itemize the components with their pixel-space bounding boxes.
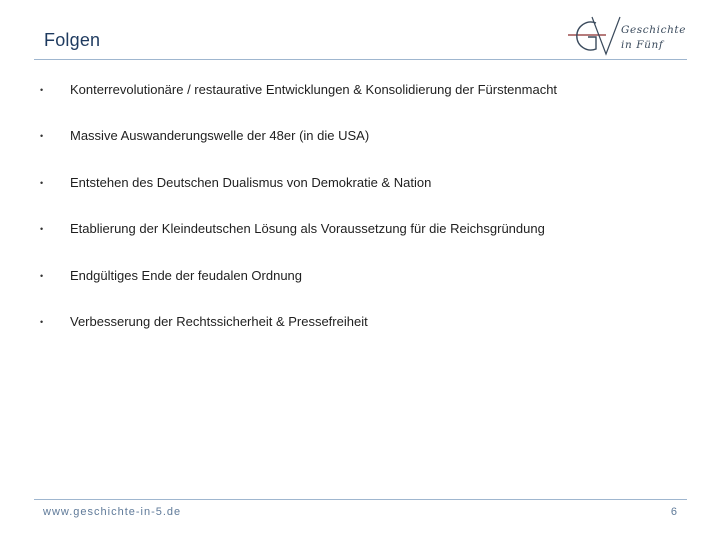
bullet-text: Verbesserung der Rechtssicherheit & Pressefreiheit <box>70 313 368 329</box>
logo-text-line1: Geschichte <box>621 24 687 36</box>
slide-title: Folgen <box>44 30 101 50</box>
bullet-marker: • <box>40 85 44 95</box>
title-divider <box>34 59 687 60</box>
bullet-text: Konterrevolutionäre / restaurative Entwicklungen & Konsolidierung der Fürstenmacht <box>70 82 558 97</box>
bullet-item <box>40 217 690 263</box>
gv-monogram-icon <box>566 14 622 60</box>
bullet-item <box>40 78 690 124</box>
bullet-marker: • <box>40 316 44 327</box>
footer-url-link[interactable]: www.geschichte-in-5.de <box>43 506 182 518</box>
footer-divider <box>34 499 687 500</box>
bullet-item <box>40 171 690 217</box>
logo <box>566 14 690 60</box>
page-number: 6 <box>670 506 677 518</box>
bullet-list <box>40 78 690 356</box>
bullet-text: Entstehen des Deutschen Dualismus von Demokratie & Nation <box>70 174 432 190</box>
bullet-marker: • <box>40 177 44 188</box>
bullet-item <box>40 264 690 310</box>
bullet-marker: • <box>40 224 44 235</box>
bullet-marker: • <box>40 131 44 142</box>
bullet-item <box>40 124 690 170</box>
bullet-text: Etablierung der Kleindeutschen Lösung als Voraussetzung für die Reichsgründung <box>70 221 545 237</box>
bullet-item <box>40 310 690 356</box>
bullet-text: Endgültiges Ende der feudalen Ordnung <box>70 267 303 283</box>
bullet-text: Massive Auswanderungswelle der 48er (in die USA) <box>70 128 370 144</box>
logo-text-line2: in Fünf <box>621 39 664 51</box>
bullet-marker: • <box>40 270 44 281</box>
